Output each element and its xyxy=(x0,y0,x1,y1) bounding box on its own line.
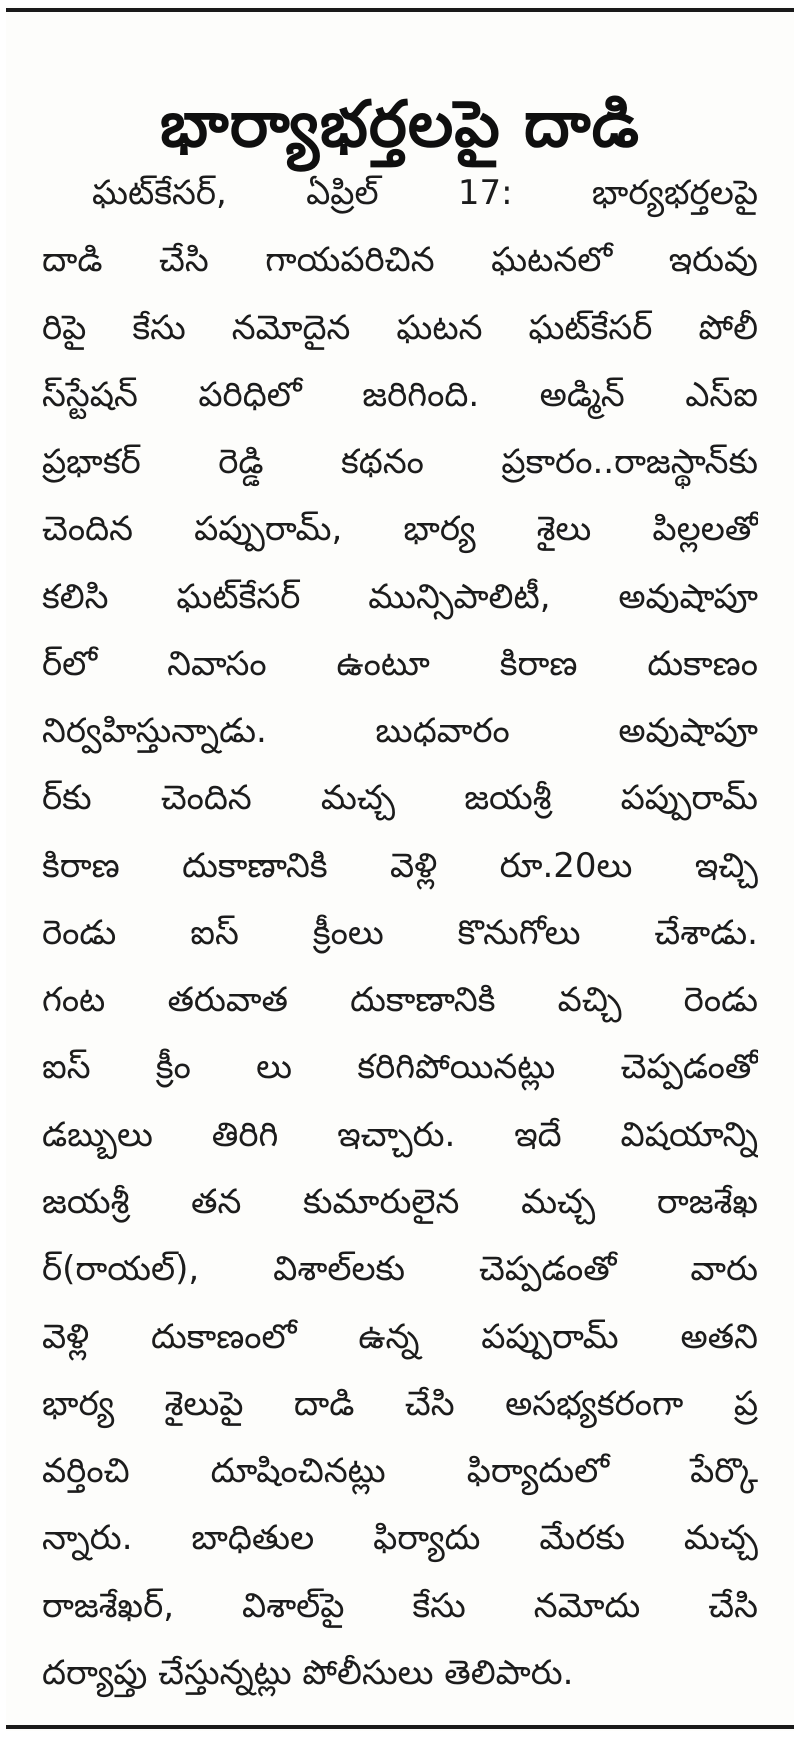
bottom-border-rule xyxy=(6,1725,794,1729)
top-border-rule xyxy=(6,8,794,12)
article-line: ర్‌కు చెందిన మచ్చ జయశ్రీ పప్పురామ్ xyxy=(42,778,758,819)
article-line: దాడి చేసి గాయపరిచిన ఘటనలో ఇరువు xyxy=(42,240,758,281)
article-line: రాజశేఖర్, విశాల్‌పై కేసు నమోదు చేసి xyxy=(42,1585,758,1626)
article-line: చెందిన పప్పురామ్, భార్య శైలు పిల్లలతో xyxy=(42,509,758,550)
article-line: ప్రభాకర్ రెడ్డి కథనం ప్రకారం..రాజస్థాన్‌కు xyxy=(42,442,758,483)
article-line: దర్యాప్తు చేస్తున్నట్లు పోలీసులు తెలిపారు. xyxy=(42,1652,574,1693)
article-line: జయశ్రీ తన కుమారులైన మచ్చ రాజశేఖ xyxy=(42,1181,758,1222)
article-line: డబ్బులు తిరిగి ఇచ్చారు. ఇదే విషయాన్ని xyxy=(42,1114,758,1155)
article-line: ర్(రాయల్), విశాల్‌లకు చెప్పడంతో వారు xyxy=(42,1249,758,1290)
article-line: రిపై కేసు నమోదైన ఘటన ఘట్‌కేసర్ పోలీ xyxy=(42,307,758,348)
article-line: వెళ్లి దుకాణంలో ఉన్న పప్పురామ్ అతని xyxy=(42,1316,758,1357)
article-line: న్నారు. బాధితుల ఫిర్యాదు మేరకు మచ్చ xyxy=(42,1518,758,1559)
article-line: వర్తించి దూషించినట్లు ఫిర్యాదులో పేర్కొ xyxy=(42,1451,758,1492)
article-line: ఐస్ క్రీం లు కరిగిపోయినట్లు చెప్పడంతో xyxy=(42,1047,758,1088)
article-line: భార్య శైలుపై దాడి చేసి అసభ్యకరంగా ప్ర xyxy=(42,1383,758,1424)
headline: భార్యాభర్తలపై దాడి xyxy=(160,87,640,162)
article-line: కలిసి ఘట్‌కేసర్ మున్సిపాలిటీ, అవుషాపూ xyxy=(42,576,758,617)
article-line: కిరాణ దుకాణానికి వెళ్లి రూ.20లు ఇచ్చి xyxy=(42,845,758,886)
article-line: రెండు ఐస్ క్రీంలు కొనుగోలు చేశాడు. xyxy=(42,912,758,953)
article-line: ర్‌లో నివాసం ఉంటూ కిరాణ దుకాణం xyxy=(42,643,758,684)
article-line: ఘట్‌కేసర్, ఏప్రిల్ 17: భార్యభర్తలపై xyxy=(92,173,758,213)
article-body xyxy=(42,156,758,1703)
article-line: గంట తరువాత దుకాణానికి వచ్చి రెండు xyxy=(42,980,758,1021)
article-line: స్‌స్టేషన్ పరిధిలో జరిగింది. అడ్మిన్ ఎస్ఐ xyxy=(42,374,758,415)
news-clipping xyxy=(6,6,794,1731)
article-line: నిర్వహిస్తున్నాడు. బుధవారం అవుషాపూ xyxy=(42,711,758,752)
